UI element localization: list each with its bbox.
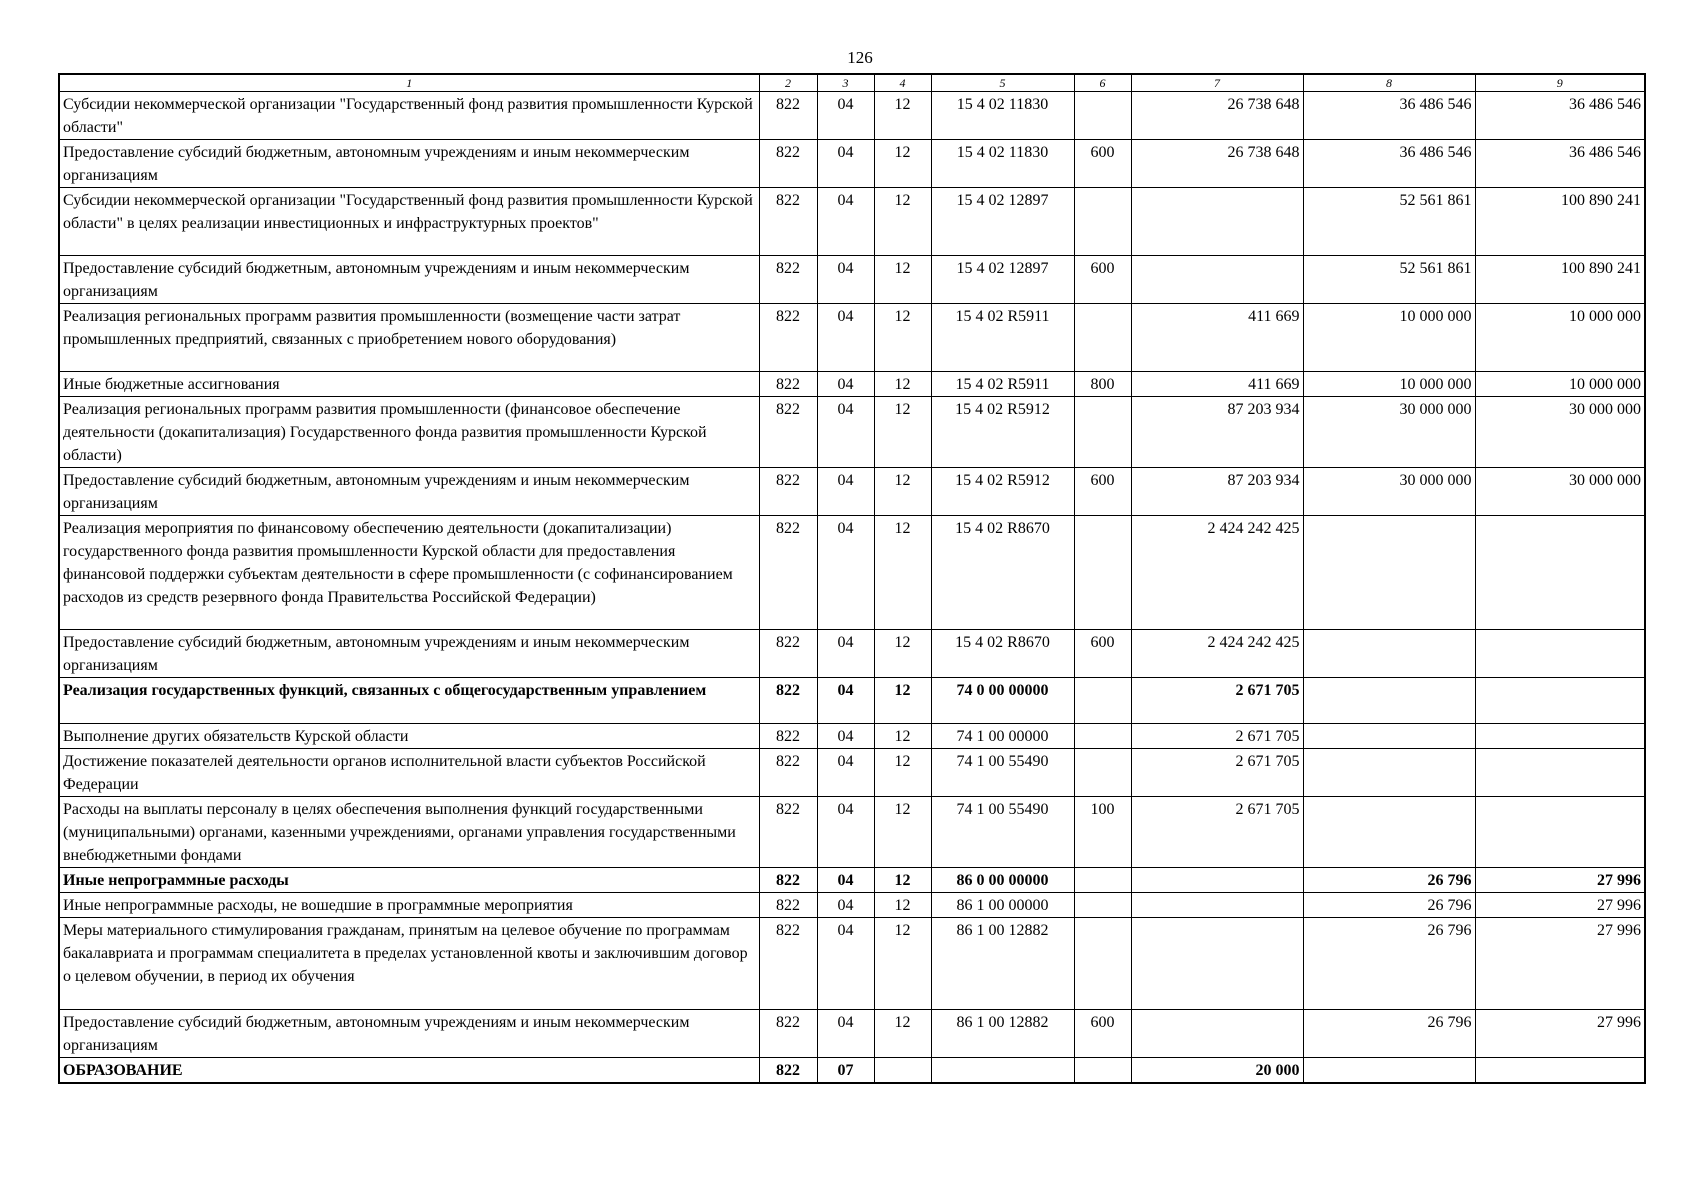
amount-year-2 xyxy=(1303,1058,1475,1084)
amount-year-1: 87 203 934 xyxy=(1131,397,1303,468)
target-article-code: 86 1 00 12882 xyxy=(931,918,1074,1010)
column-number: 4 xyxy=(874,74,931,92)
amount-year-2: 36 486 546 xyxy=(1303,140,1475,188)
section-code: 04 xyxy=(817,1010,874,1058)
subsection-code: 12 xyxy=(874,256,931,304)
table-row xyxy=(59,397,1645,468)
amount-year-2 xyxy=(1303,678,1475,724)
row-name: Предоставление субсидий бюджетным, автономным учреждениям и иным некоммерческим организациям xyxy=(59,140,759,188)
amount-year-3: 27 996 xyxy=(1475,893,1645,918)
grbs-code: 822 xyxy=(759,797,817,868)
amount-year-3: 30 000 000 xyxy=(1475,397,1645,468)
grbs-code: 822 xyxy=(759,92,817,140)
expense-type-code: 800 xyxy=(1074,372,1131,397)
amount-year-2 xyxy=(1303,724,1475,749)
grbs-code: 822 xyxy=(759,516,817,630)
grbs-code: 822 xyxy=(759,397,817,468)
row-name: Расходы на выплаты персоналу в целях обеспечения выполнения функций государственными (муниципальными) органами, казенными учреждениями, органами управления государственными внебюджетными фондами xyxy=(59,797,759,868)
expense-type-code: 600 xyxy=(1074,1010,1131,1058)
column-number: 2 xyxy=(759,74,817,92)
row-name: Предоставление субсидий бюджетным, автономным учреждениям и иным некоммерческим организациям xyxy=(59,630,759,678)
subsection-code: 12 xyxy=(874,304,931,372)
table-row xyxy=(59,468,1645,516)
table-row xyxy=(59,1058,1645,1084)
grbs-code: 822 xyxy=(759,918,817,1010)
subsection-code: 12 xyxy=(874,797,931,868)
row-name: Предоставление субсидий бюджетным, автономным учреждениям и иным некоммерческим организациям xyxy=(59,468,759,516)
subsection-code: 12 xyxy=(874,678,931,724)
expense-type-code: 100 xyxy=(1074,797,1131,868)
column-number: 7 xyxy=(1131,74,1303,92)
grbs-code: 822 xyxy=(759,749,817,797)
target-article-code: 15 4 02 11830 xyxy=(931,92,1074,140)
amount-year-1: 20 000 xyxy=(1131,1058,1303,1084)
section-code: 07 xyxy=(817,1058,874,1084)
amount-year-3: 27 996 xyxy=(1475,918,1645,1010)
row-name: ОБРАЗОВАНИЕ xyxy=(59,1058,759,1084)
expense-type-code xyxy=(1074,868,1131,893)
amount-year-1: 2 424 242 425 xyxy=(1131,516,1303,630)
target-article-code: 86 1 00 00000 xyxy=(931,893,1074,918)
section-code: 04 xyxy=(817,918,874,1010)
grbs-code: 822 xyxy=(759,893,817,918)
budget-table xyxy=(58,73,1646,1084)
amount-year-1: 2 671 705 xyxy=(1131,749,1303,797)
expense-type-code xyxy=(1074,749,1131,797)
table-row xyxy=(59,256,1645,304)
expense-type-code xyxy=(1074,918,1131,1010)
amount-year-2: 52 561 861 xyxy=(1303,256,1475,304)
row-name: Реализация государственных функций, связанных с общегосударственным управлением xyxy=(59,678,759,724)
target-article-code: 15 4 02 R5912 xyxy=(931,397,1074,468)
row-name: Меры материального стимулирования гражданам, принятым на целевое обучение по программам бакалавриата и программам специалитета в пределах установленной квоты и заключившим договор о целевом обучении, в период их обучения xyxy=(59,918,759,1010)
amount-year-2 xyxy=(1303,630,1475,678)
subsection-code: 12 xyxy=(874,749,931,797)
target-article-code: 15 4 02 12897 xyxy=(931,188,1074,256)
grbs-code: 822 xyxy=(759,630,817,678)
section-code: 04 xyxy=(817,630,874,678)
section-code: 04 xyxy=(817,188,874,256)
section-code: 04 xyxy=(817,868,874,893)
amount-year-3 xyxy=(1475,678,1645,724)
expense-type-code xyxy=(1074,188,1131,256)
column-number: 5 xyxy=(931,74,1074,92)
row-name: Достижение показателей деятельности органов исполнительной власти субъектов Российской Федерации xyxy=(59,749,759,797)
amount-year-3 xyxy=(1475,1058,1645,1084)
column-number: 6 xyxy=(1074,74,1131,92)
table-row xyxy=(59,630,1645,678)
section-code: 04 xyxy=(817,397,874,468)
expense-type-code xyxy=(1074,92,1131,140)
amount-year-1: 411 669 xyxy=(1131,372,1303,397)
table-row xyxy=(59,918,1645,1010)
column-number: 9 xyxy=(1475,74,1645,92)
expense-type-code: 600 xyxy=(1074,256,1131,304)
amount-year-3: 30 000 000 xyxy=(1475,468,1645,516)
section-code: 04 xyxy=(817,140,874,188)
amount-year-1 xyxy=(1131,868,1303,893)
amount-year-3 xyxy=(1475,724,1645,749)
amount-year-2: 30 000 000 xyxy=(1303,397,1475,468)
expense-type-code xyxy=(1074,304,1131,372)
column-number: 8 xyxy=(1303,74,1475,92)
target-article-code: 15 4 02 R5911 xyxy=(931,304,1074,372)
table-row xyxy=(59,188,1645,256)
grbs-code: 822 xyxy=(759,1010,817,1058)
amount-year-3: 100 890 241 xyxy=(1475,256,1645,304)
subsection-code: 12 xyxy=(874,372,931,397)
section-code: 04 xyxy=(817,468,874,516)
grbs-code: 822 xyxy=(759,304,817,372)
subsection-code: 12 xyxy=(874,724,931,749)
amount-year-2 xyxy=(1303,797,1475,868)
subsection-code: 12 xyxy=(874,140,931,188)
table-row xyxy=(59,678,1645,724)
amount-year-1: 26 738 648 xyxy=(1131,140,1303,188)
row-name: Предоставление субсидий бюджетным, автономным учреждениям и иным некоммерческим организациям xyxy=(59,256,759,304)
amount-year-1: 2 671 705 xyxy=(1131,678,1303,724)
expense-type-code xyxy=(1074,516,1131,630)
table-row xyxy=(59,797,1645,868)
target-article-code: 86 0 00 00000 xyxy=(931,868,1074,893)
amount-year-2: 36 486 546 xyxy=(1303,92,1475,140)
table-row xyxy=(59,516,1645,630)
amount-year-3 xyxy=(1475,749,1645,797)
expense-type-code xyxy=(1074,678,1131,724)
table-body xyxy=(59,92,1645,1084)
target-article-code: 74 1 00 55490 xyxy=(931,797,1074,868)
target-article-code: 15 4 02 R8670 xyxy=(931,516,1074,630)
table-row xyxy=(59,868,1645,893)
subsection-code: 12 xyxy=(874,918,931,1010)
target-article-code: 15 4 02 12897 xyxy=(931,256,1074,304)
section-code: 04 xyxy=(817,797,874,868)
expense-type-code xyxy=(1074,724,1131,749)
page-number: 126 xyxy=(847,48,873,67)
target-article-code: 74 1 00 00000 xyxy=(931,724,1074,749)
row-name: Предоставление субсидий бюджетным, автономным учреждениям и иным некоммерческим организациям xyxy=(59,1010,759,1058)
amount-year-1: 2 424 242 425 xyxy=(1131,630,1303,678)
target-article-code: 15 4 02 R8670 xyxy=(931,630,1074,678)
grbs-code: 822 xyxy=(759,724,817,749)
grbs-code: 822 xyxy=(759,188,817,256)
amount-year-2: 26 796 xyxy=(1303,1010,1475,1058)
amount-year-1 xyxy=(1131,1010,1303,1058)
target-article-code: 86 1 00 12882 xyxy=(931,1010,1074,1058)
expense-type-code: 600 xyxy=(1074,630,1131,678)
grbs-code: 822 xyxy=(759,256,817,304)
row-name: Иные непрограммные расходы, не вошедшие в программные мероприятия xyxy=(59,893,759,918)
amount-year-1 xyxy=(1131,256,1303,304)
expense-type-code xyxy=(1074,397,1131,468)
amount-year-3: 27 996 xyxy=(1475,868,1645,893)
row-name: Реализация мероприятия по финансовому обеспечению деятельности (докапитализации) государственного фонда развития промышленности Курской области для предоставления финансовой поддержки субъектам деятельности в сфере промышленности (с софинансированием расходов из средств резервного фонда Правительства Российской Федерации) xyxy=(59,516,759,630)
expense-type-code xyxy=(1074,1058,1131,1084)
amount-year-3: 36 486 546 xyxy=(1475,92,1645,140)
amount-year-3 xyxy=(1475,516,1645,630)
amount-year-1: 87 203 934 xyxy=(1131,468,1303,516)
column-number: 3 xyxy=(817,74,874,92)
amount-year-2: 26 796 xyxy=(1303,893,1475,918)
amount-year-3: 36 486 546 xyxy=(1475,140,1645,188)
grbs-code: 822 xyxy=(759,1058,817,1084)
table-row xyxy=(59,140,1645,188)
expense-type-code: 600 xyxy=(1074,140,1131,188)
table-row xyxy=(59,304,1645,372)
table-row xyxy=(59,893,1645,918)
grbs-code: 822 xyxy=(759,372,817,397)
row-name: Реализация региональных программ развития промышленности (возмещение части затрат промышленных предприятий, связанных с приобретением нового оборудования) xyxy=(59,304,759,372)
row-name: Субсидии некоммерческой организации "Государственный фонд развития промышленности Курской области" в целях реализации инвестиционных и инфраструктурных проектов" xyxy=(59,188,759,256)
subsection-code xyxy=(874,1058,931,1084)
table-row xyxy=(59,724,1645,749)
expense-type-code xyxy=(1074,893,1131,918)
column-number-row xyxy=(59,74,1645,92)
table-row xyxy=(59,372,1645,397)
grbs-code: 822 xyxy=(759,468,817,516)
grbs-code: 822 xyxy=(759,678,817,724)
amount-year-1: 2 671 705 xyxy=(1131,724,1303,749)
amount-year-1: 2 671 705 xyxy=(1131,797,1303,868)
amount-year-1 xyxy=(1131,918,1303,1010)
table-row xyxy=(59,1010,1645,1058)
target-article-code: 74 0 00 00000 xyxy=(931,678,1074,724)
amount-year-2: 26 796 xyxy=(1303,918,1475,1010)
section-code: 04 xyxy=(817,893,874,918)
amount-year-1: 26 738 648 xyxy=(1131,92,1303,140)
amount-year-2: 10 000 000 xyxy=(1303,304,1475,372)
row-name: Субсидии некоммерческой организации "Государственный фонд развития промышленности Курской области" xyxy=(59,92,759,140)
amount-year-3: 100 890 241 xyxy=(1475,188,1645,256)
section-code: 04 xyxy=(817,724,874,749)
subsection-code: 12 xyxy=(874,893,931,918)
section-code: 04 xyxy=(817,372,874,397)
section-code: 04 xyxy=(817,304,874,372)
target-article-code xyxy=(931,1058,1074,1084)
section-code: 04 xyxy=(817,678,874,724)
target-article-code: 15 4 02 R5911 xyxy=(931,372,1074,397)
table-row xyxy=(59,749,1645,797)
amount-year-3 xyxy=(1475,797,1645,868)
target-article-code: 15 4 02 11830 xyxy=(931,140,1074,188)
subsection-code: 12 xyxy=(874,188,931,256)
subsection-code: 12 xyxy=(874,468,931,516)
grbs-code: 822 xyxy=(759,868,817,893)
amount-year-2: 30 000 000 xyxy=(1303,468,1475,516)
subsection-code: 12 xyxy=(874,516,931,630)
expense-type-code: 600 xyxy=(1074,468,1131,516)
row-name: Иные бюджетные ассигнования xyxy=(59,372,759,397)
amount-year-2 xyxy=(1303,516,1475,630)
section-code: 04 xyxy=(817,256,874,304)
amount-year-3 xyxy=(1475,630,1645,678)
row-name: Иные непрограммные расходы xyxy=(59,868,759,893)
column-number: 1 xyxy=(59,74,759,92)
amount-year-1 xyxy=(1131,893,1303,918)
section-code: 04 xyxy=(817,749,874,797)
amount-year-2: 26 796 xyxy=(1303,868,1475,893)
amount-year-3: 10 000 000 xyxy=(1475,304,1645,372)
amount-year-3: 10 000 000 xyxy=(1475,372,1645,397)
amount-year-1: 411 669 xyxy=(1131,304,1303,372)
row-name: Выполнение других обязательств Курской области xyxy=(59,724,759,749)
subsection-code: 12 xyxy=(874,1010,931,1058)
amount-year-3: 27 996 xyxy=(1475,1010,1645,1058)
subsection-code: 12 xyxy=(874,630,931,678)
section-code: 04 xyxy=(817,92,874,140)
amount-year-2: 10 000 000 xyxy=(1303,372,1475,397)
amount-year-1 xyxy=(1131,188,1303,256)
section-code: 04 xyxy=(817,516,874,630)
target-article-code: 15 4 02 R5912 xyxy=(931,468,1074,516)
subsection-code: 12 xyxy=(874,397,931,468)
amount-year-2 xyxy=(1303,749,1475,797)
amount-year-2: 52 561 861 xyxy=(1303,188,1475,256)
row-name: Реализация региональных программ развития промышленности (финансовое обеспечение деятельности (докапитализация) Государственного фонда развития промышленности Курской области) xyxy=(59,397,759,468)
grbs-code: 822 xyxy=(759,140,817,188)
subsection-code: 12 xyxy=(874,868,931,893)
table-row xyxy=(59,92,1645,140)
subsection-code: 12 xyxy=(874,92,931,140)
target-article-code: 74 1 00 55490 xyxy=(931,749,1074,797)
